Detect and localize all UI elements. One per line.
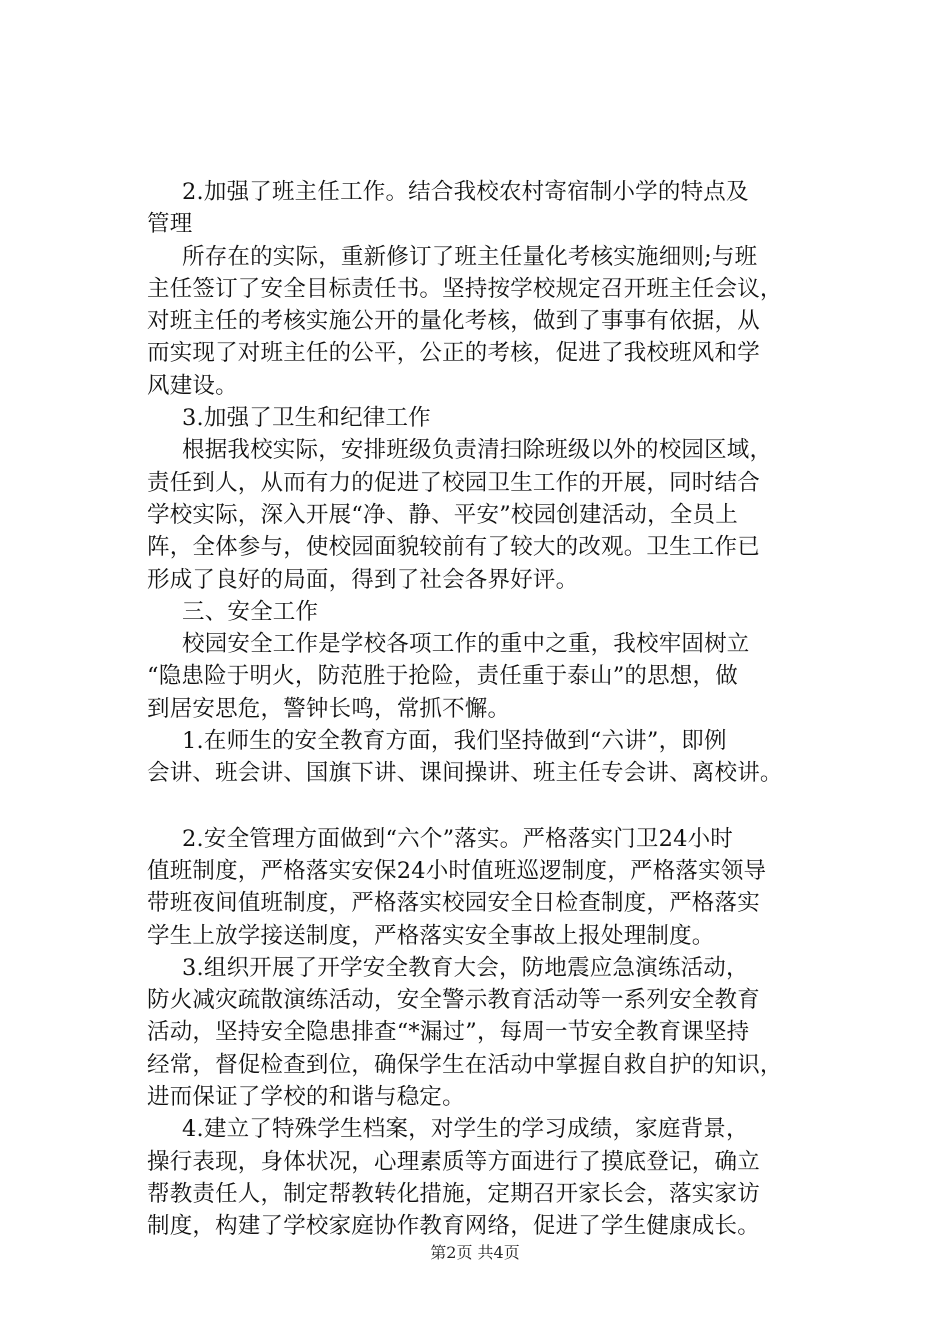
paragraph	[147, 241, 847, 402]
text-line: 2.加强了班主任工作。结合我校农村寄宿制小学的特点及	[182, 179, 749, 205]
text-line: 而实现了对班主任的公平，公正的考核，促进了我校班风和学	[147, 340, 760, 367]
text-line: 形成了良好的局面，得到了社会各界好评。	[147, 566, 579, 593]
text-line: 学校实际，深入开展“净、静、平安”校园创建活动，全员上	[147, 501, 738, 528]
text-line: 到居安思危，警钟长鸣，常抓不懈。	[147, 695, 511, 722]
text-line: 校园安全工作是学校各项工作的重中之重，我校牢固树立	[182, 631, 750, 658]
text-line: 根据我校实际，安排班级负责清扫除班级以外的校园区域，	[182, 437, 773, 464]
paragraph	[147, 1113, 847, 1242]
text-line: 学生上放学接送制度，严格落实安全事故上报处理制度。	[147, 922, 715, 949]
text-line: 制度，构建了学校家庭协作教育网络，促进了学生健康成长。	[147, 1213, 760, 1240]
text-line: 经常，督促检查到位，确保学生在活动中掌握自救自护的知识，	[147, 1051, 783, 1078]
text-line: 3.加强了卫生和纪律工作	[182, 405, 431, 432]
text-line: 三、安全工作	[182, 598, 319, 625]
text-line: 责任到人，从而有力的促进了校园卫生工作的开展，同时结合	[147, 469, 760, 496]
paragraph	[147, 952, 847, 1113]
text-line: 4.建立了特殊学生档案，对学生的学习成绩，家庭背景，	[182, 1116, 749, 1143]
text-line: 带班夜间值班制度，严格落实校园安全日检查制度，严格落实	[147, 890, 760, 917]
paragraph	[147, 725, 847, 790]
text-line: 主任签订了安全目标责任书。坚持按学校规定召开班主任会议，	[147, 275, 783, 302]
text-line: 帮教责任人，制定帮教转化措施，定期召开家长会，落实家访	[147, 1180, 760, 1207]
paragraph-gap	[147, 790, 847, 823]
text-line: 管理	[147, 211, 193, 238]
text-line: 阵，全体参与，使校园面貌较前有了较大的改观。卫生工作已	[147, 534, 760, 561]
text-line: 操行表现，身体状况，心理素质等方面进行了摸底登记，确立	[147, 1148, 760, 1175]
text-line: 所存在的实际，重新修订了班主任量化考核实施细则;与班	[182, 243, 758, 270]
text-line: 1.在师生的安全教育方面，我们坚持做到“六讲”，即例	[182, 728, 727, 755]
text-line: 防火减灾疏散演练活动，安全警示教育活动等一系列安全教育	[147, 987, 760, 1014]
text-line: 2.安全管理方面做到“六个”落实。严格落实门卫24小时	[182, 825, 734, 852]
text-line: 风建设。	[147, 372, 238, 399]
text-line: 3.组织开展了开学安全教育大会，防地震应急演练活动，	[182, 954, 749, 981]
text-line: 活动，坚持安全隐患排查“*漏过”，每周一节安全教育课坚持	[147, 1019, 750, 1046]
text-line: 会讲、班会讲、国旗下讲、课间操讲、班主任专会讲、离校讲。	[147, 760, 783, 787]
paragraph	[147, 176, 847, 241]
page-number-footer: 第2页 共4页	[430, 1243, 520, 1262]
paragraph	[147, 823, 847, 952]
text-line: 对班主任的考核实施公开的量化考核，做到了事事有依据，从	[147, 308, 760, 335]
paragraph	[147, 628, 847, 725]
text-line: 进而保证了学校的和谐与稳定。	[147, 1084, 465, 1111]
paragraph	[147, 402, 847, 434]
text-line: 值班制度，严格落实安保24小时值班巡逻制度，严格落实领导	[147, 857, 767, 884]
document-body	[147, 176, 847, 1243]
paragraph	[147, 596, 847, 628]
paragraph	[147, 434, 847, 595]
text-line: “隐患险于明火，防范胜于抢险，责任重于泰山”的思想，做	[147, 663, 738, 690]
